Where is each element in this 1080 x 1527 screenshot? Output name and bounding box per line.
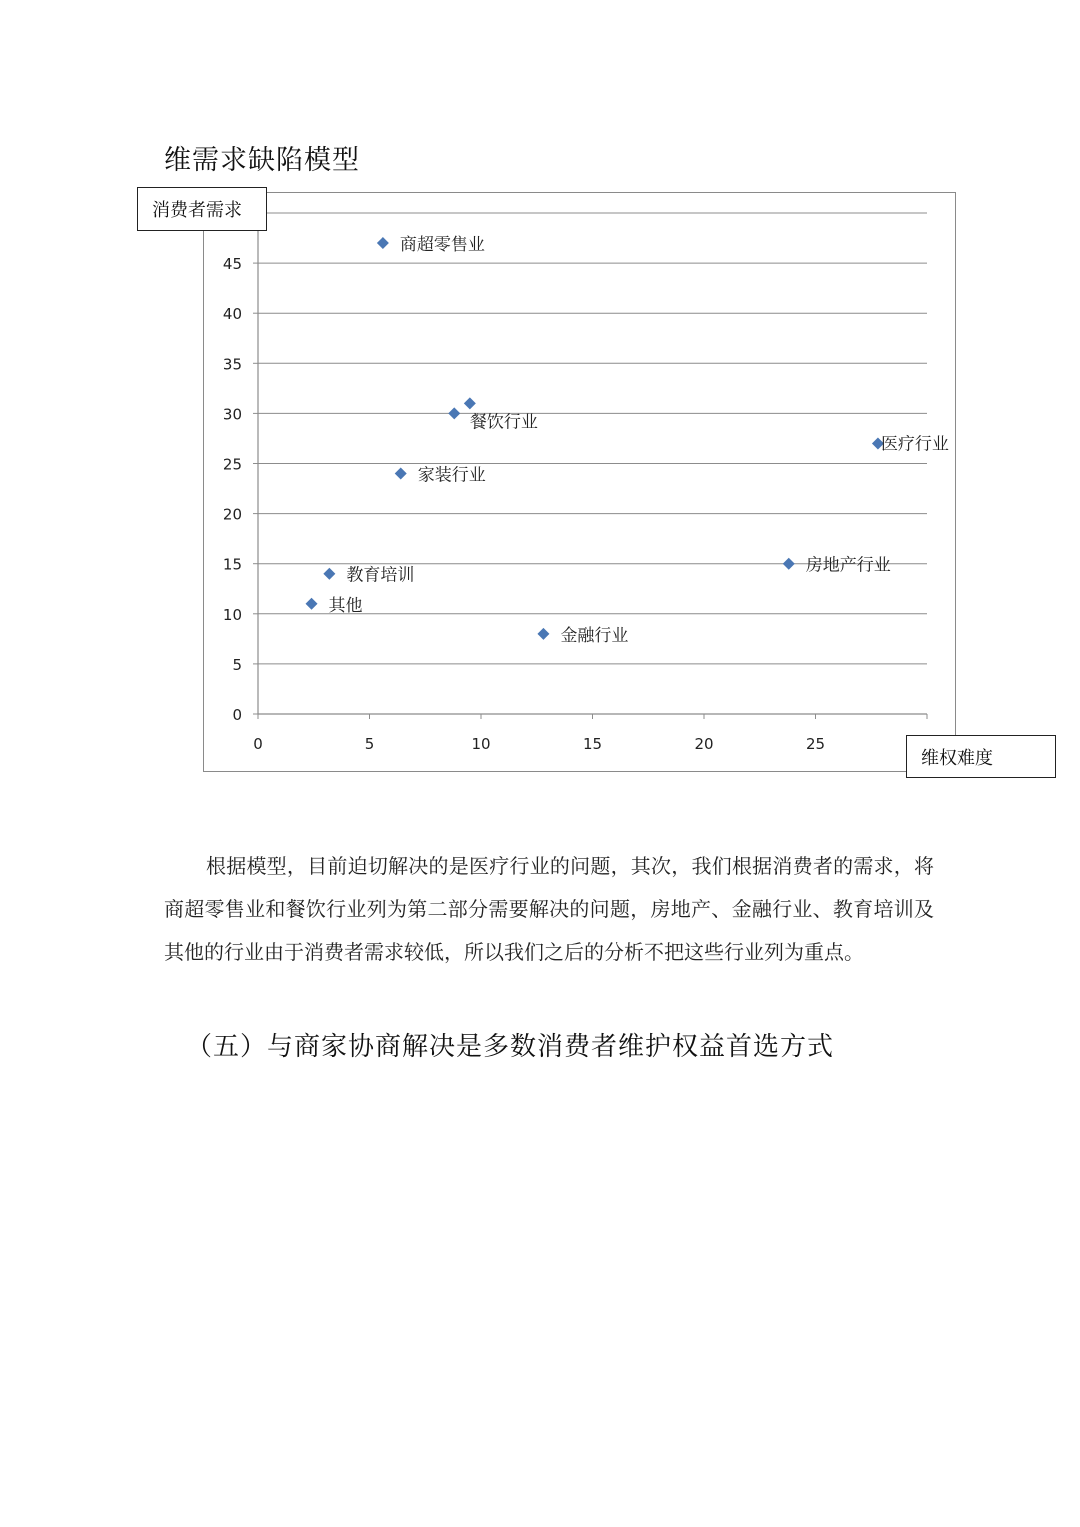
data-label: 商超零售业	[399, 235, 485, 256]
y-tick-label: 30	[222, 405, 242, 424]
data-label: 餐饮行业	[469, 412, 538, 433]
y-tick-label: 35	[222, 355, 242, 374]
y-tick-label: 0	[232, 706, 242, 724]
y-axis-label: 消费者需求	[137, 187, 267, 231]
data-label: 金融行业	[560, 625, 629, 646]
data-point	[323, 568, 335, 580]
data-point	[537, 628, 549, 640]
y-tick-label: 15	[222, 555, 242, 574]
y-tick-label: 25	[222, 455, 242, 474]
data-label: 医疗行业	[880, 434, 949, 455]
data-label: 房地产行业	[805, 555, 891, 576]
data-label: 家装行业	[417, 465, 486, 486]
y-tick-label: 5	[232, 655, 242, 674]
x-tick-label: 20	[694, 735, 714, 753]
y-tick-label: 45	[222, 255, 242, 274]
data-label: 教育培训	[346, 565, 415, 586]
y-tick-label: 40	[222, 305, 242, 324]
x-tick-label: 25	[805, 735, 826, 753]
x-tick-label: 15	[582, 735, 603, 753]
x-tick-label: 0	[253, 735, 263, 753]
data-point	[783, 558, 795, 570]
x-axis-label: 维权难度	[906, 735, 1056, 778]
data-point	[395, 468, 407, 480]
page-heading: 维需求缺陷模型	[164, 145, 360, 176]
data-point	[377, 237, 389, 249]
body-paragraph: 根据模型，目前迫切解决的是医疗行业的问题，其次，我们根据消费者的需求，将商超零售业和餐饮行业列为第二部分需要解决的问题，房地产、金融行业、教育培训及其他的行业由于消费者需求较低，所以我们之后的分析不把这些行业列为重点。	[164, 854, 934, 964]
y-tick-label: 10	[222, 605, 242, 624]
data-label: 其他	[328, 595, 363, 616]
data-point	[464, 397, 476, 409]
x-tick-label: 5	[364, 735, 375, 753]
x-tick-label: 10	[471, 735, 491, 753]
y-tick-label: 20	[222, 505, 242, 524]
section-heading: （五）与商家协商解决是多数消费者维护权益首选方式	[186, 1032, 835, 1062]
data-point	[306, 598, 318, 610]
data-point	[448, 407, 460, 419]
